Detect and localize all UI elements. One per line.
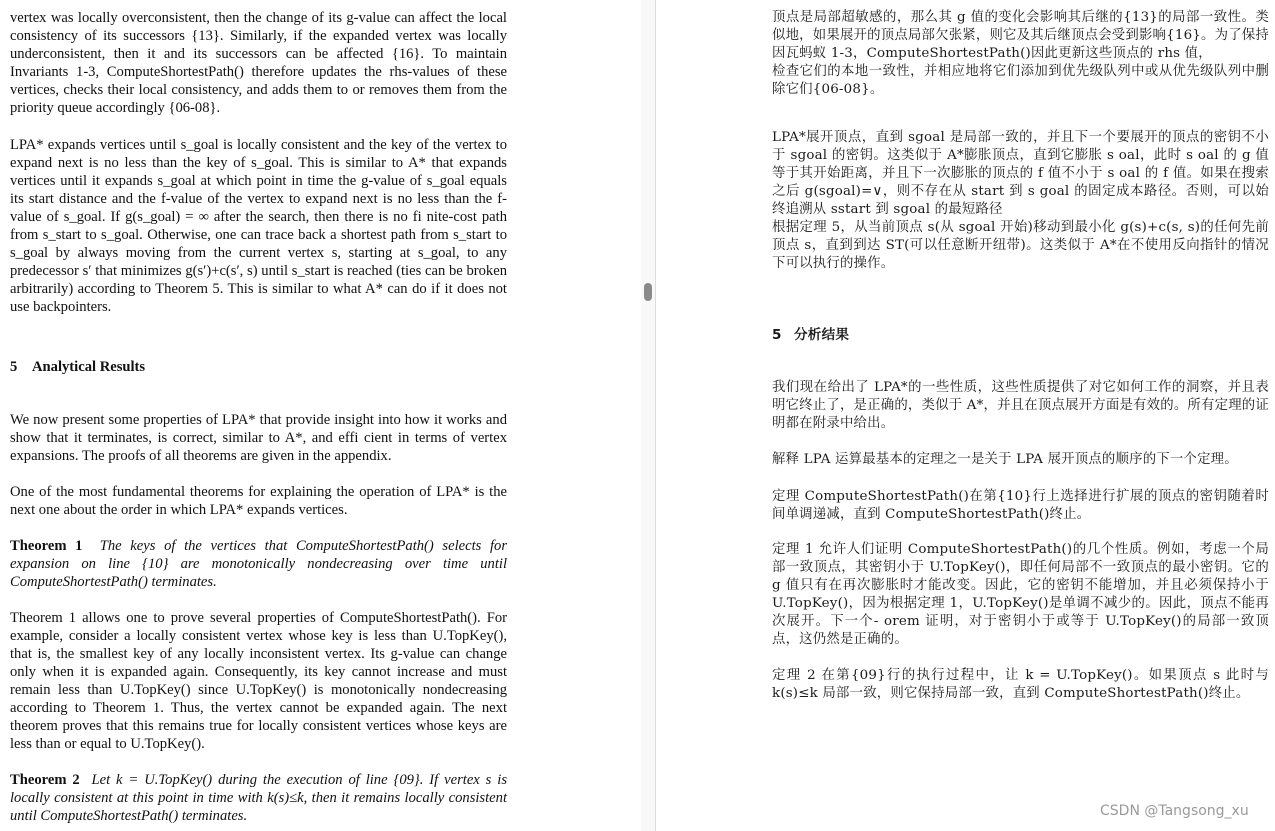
paragraph-text: 检查它们的本地一致性，并相应地将它们添加到优先级队列中或从优先级队列中删除它们{06-08}。 <box>772 64 1269 97</box>
paragraph-text: 定理 2 在第{09}行的执行过程中，让 k = U.TopKey()。如果顶点 s 此时与 k(s)≤k 局部一致，则它保持局部一致，直到 ComputeShortestPath()终止。 <box>772 668 1269 701</box>
section-number: 5 <box>772 327 782 343</box>
section-title: Analytical Results <box>32 359 146 375</box>
paragraph-text: 根据定理 5，从当前顶点 s(从 sgoal 开始)移动到最小化 g(s)+c(s, s)的任何先前顶点 s，直到到达 ST(可以任意断开纽带)。这类似于 A*在不使用反向指针的情况下可以执行的操作。 <box>772 220 1269 271</box>
pane-splitter[interactable] <box>641 0 655 831</box>
zh-paragraph-termination <box>772 129 1269 273</box>
paragraph-text: One of the most fundamental theorems for explaining the operation of LPA* is the next one about the order in which LPA* expands vertices. <box>10 484 507 518</box>
paragraph-intro <box>10 411 507 465</box>
paragraph-update-vertices <box>10 9 507 117</box>
paragraph-text: 解释 LPA 运算最基本的定理之一是关于 LPA 展开顶点的顺序的下一个定理。 <box>772 452 1238 467</box>
zh-paragraph-theorem1-discussion <box>772 541 1269 649</box>
zh-theorem-2 <box>772 667 1269 703</box>
paragraph-theorem1-discussion <box>10 609 507 753</box>
theorem-text: The keys of the vertices that ComputeShortestPath() selects for expansion on line {10} are monotonically nondecreasing over time until ComputeShortestPath() terminates. <box>10 538 508 590</box>
section-heading <box>10 358 507 376</box>
theorem-text: Let k = U.TopKey() during the execution of line {09}. If vertex s is locally consistent at this point in time with k(s)≤̇k, then it remains locally consistent until ComputeShortestPath() terminates. <box>10 772 508 824</box>
zh-theorem-1 <box>772 488 1269 524</box>
paragraph-text: 顶点是局部超敏感的，那么其 g 值的变化会影响其后继的{13}的局部一致性。类似地，如果展开的顶点局部欠张紧，则它及其后继顶点会受到影响{16}。为了保持因瓦蚂蚁 1-3，ComputeShortestPath()因此更新这些顶点的 rhs 值， <box>772 10 1269 61</box>
paragraph-text: LPA* expands vertices until s_goal is locally consistent and the key of the vertex to expand next is no less than the key of s_goal. This is similar to A* that expands vertices until it expands s_goal at which point in time the g-value of s_goal equals its start distance and the f-value of the vertex to expand next is no less than the f-value of s_goal. If g(s_goal) = ∞ after the search, then there is no fi nite-cost path from s_start to s_goal. Otherwise, one can trace back a shortest path from s_start to s_goal by always moving from the current vertex s, starting at s_goal, to any predecessor s′ that minimizes g(s′)+c(s′, s) until s_start is reached (ties can be broken arbitrarily) according to Theorem 5. This is similar to what A* can do if it does not use backpointers. <box>10 137 507 315</box>
paragraph-fundamental <box>10 483 507 519</box>
zh-paragraph-fundamental <box>772 451 1269 469</box>
section-title: 分析结果 <box>794 327 850 343</box>
csdn-watermark: CSDN @Tangsong_xu <box>1100 803 1249 819</box>
zh-paragraph-intro <box>772 379 1269 433</box>
theorem-label: Theorem 2 <box>10 772 80 788</box>
zh-section-heading <box>772 326 1269 344</box>
scrollbar-thumb[interactable] <box>644 283 652 301</box>
paragraph-termination <box>10 136 507 316</box>
paragraph-text: LPA*展开顶点，直到 sgoal 是局部一致的，并且下一个要展开的顶点的密钥不小于 sgoal 的密钥。这类似于 A*膨胀顶点，直到它膨胀 s oal，此时 s oal 的 g 值等于其开始距离，并且下一次膨胀的顶点的 f 值不小于 s oal 的 f 值。如果在搜索之后 g(sgoal)=∨，则不存在从 start 到 s goal 的固定成本路径。否则，可以始终追溯从 sstart 到 sgoal 的最短路径 <box>772 130 1269 217</box>
paragraph-text: vertex was locally overconsistent, then the change of its g-value can affect the local consistency of its successors {13}. Similarly, if the expanded vertex was locally underconsistent, then it and its successors can be affected {16}. To maintain Invariants 1-3, ComputeShortestPath() therefore updates the rhs-values of these vertices, checks their local consistency, and adds them to or removes them from the priority queue accordingly {06-08}. <box>10 10 507 116</box>
section-number: 5 <box>10 359 18 375</box>
paragraph-text: 定理 1 允许人们证明 ComputeShortestPath()的几个性质。例如，考虑一个局部一致顶点，其密钥小于 U.TopKey()，即任何局部不一致顶点的最小密钥。它的 g 值只有在再次膨胀时才能改变。因此，它的密钥不能增加，并且必须保持小于 U.TopKey()，因为根据定理 1，U.TopKey()是单调不减少的。因此，顶点不能再次展开。下一个- orem 证明，对于密钥小于或等于 U.TopKey()的局部一致顶点，这仍然是正确的。 <box>772 542 1269 647</box>
paragraph-text: 定理 ComputeShortestPath()在第{10}行上选择进行扩展的顶点的密钥随着时间单调递减，直到 ComputeShortestPath()终止。 <box>772 489 1269 522</box>
paragraph-text: We now present some properties of LPA* that provide insight into how it works and show that it terminates, is correct, similar to A*, and effi cient in terms of vertex expansions. The proofs of all theorems are given in the appendix. <box>10 412 507 464</box>
theorem-label: Theorem 1 <box>10 538 83 554</box>
zh-paragraph-update-vertices <box>772 9 1269 99</box>
theorem-1 <box>10 537 507 591</box>
paragraph-text: 我们现在给出了 LPA*的一些性质，这些性质提供了对它如何工作的洞察，并且表明它终止了，是正确的，类似于 A*，并且在顶点展开方面是有效的。所有定理的证明都在附录中给出。 <box>772 380 1269 431</box>
theorem-2 <box>10 771 507 825</box>
paragraph-text: Theorem 1 allows one to prove several properties of ComputeShortestPath(). For example, consider a locally consistent vertex whose key is less than U.TopKey(), that is, the smallest key of any locally inconsistent vertex. Its g-value can change only when it is expanded again. Consequently, its key cannot increase and must remain less than U.TopKey() since U.TopKey() is monotonically nondecreasing according to Theorem 1. Thus, the vertex cannot be expanded again. The next theorem proves that this remains true for locally consistent vertices whose keys are less than or equal to U.TopKey(). <box>10 610 507 752</box>
